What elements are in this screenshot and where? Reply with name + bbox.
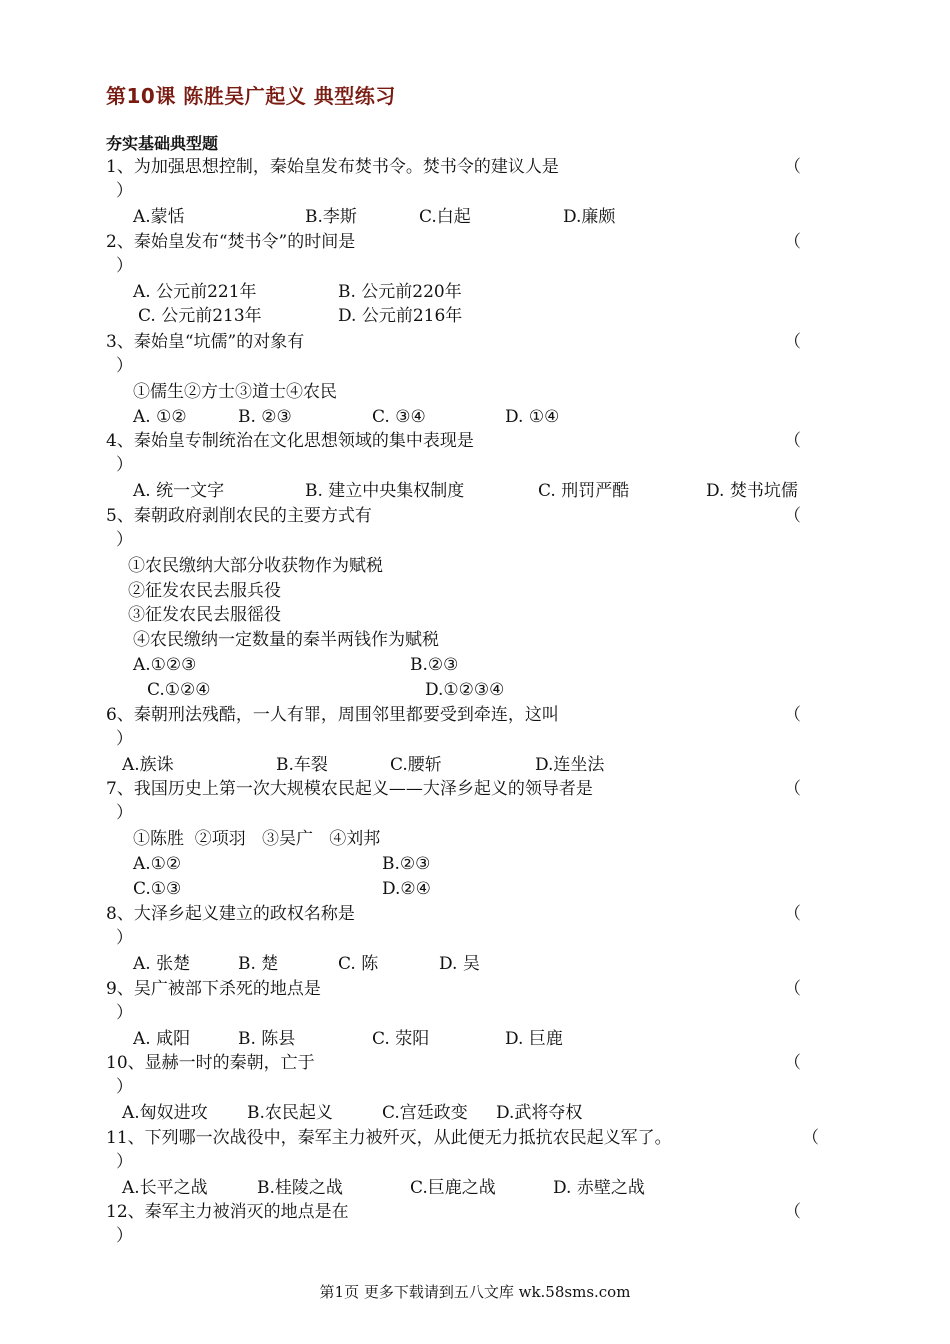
question-11-stem: 11、下列哪一次战役中，秦军主力被歼灭，从此便无力抵抗农民起义军了。: [106, 1128, 672, 1148]
question-6-paren-open: （: [784, 705, 801, 725]
q3-option-d: D. ①④: [505, 407, 560, 427]
question-8-stem: 8、大泽乡起义建立的政权名称是: [106, 904, 355, 924]
q11-option-c: C.巨鹿之战: [410, 1178, 496, 1198]
question-7-paren-open: （: [784, 779, 801, 799]
q4-option-a: A. 统一文字: [133, 481, 225, 501]
q7-option-d: D.②④: [382, 879, 431, 899]
q2-option-d: D. 公元前216年: [338, 306, 463, 326]
document-title: 第10课 陈胜吴广起义 典型练习: [106, 84, 396, 108]
q11-option-b: B.桂陵之战: [257, 1178, 343, 1198]
q8-option-c: C. 陈: [338, 954, 379, 974]
q3-option-a: A. ①②: [133, 407, 187, 427]
q7-option-b: B.②③: [382, 854, 431, 874]
q4-option-d: D. 焚书坑儒: [706, 481, 798, 501]
q10-option-b: B.农民起义: [247, 1103, 333, 1123]
q2-option-a: A. 公元前221年: [133, 282, 257, 302]
question-3-paren-open: （: [784, 332, 801, 352]
q7-option-c: C.①③: [133, 879, 182, 899]
q9-option-a: A. 咸阳: [133, 1029, 191, 1049]
q2-option-b: B. 公元前220年: [338, 282, 462, 302]
question-2-paren-open: （: [784, 232, 801, 252]
question-3-stem: 3、秦始皇“坑儒”的对象有: [106, 332, 305, 352]
question-4-paren-close: ）: [116, 455, 133, 475]
question-10-stem: 10、显赫一时的秦朝，亡于: [106, 1053, 315, 1073]
q6-option-a: A.族诛: [122, 755, 174, 775]
q1-option-a: A.蒙恬: [133, 207, 185, 227]
question-5-stem: 5、秦朝政府剥削农民的主要方式有: [106, 506, 372, 526]
question-1-paren-close: ）: [116, 181, 133, 201]
section-heading: 夯实基础典型题: [106, 134, 219, 153]
question-8-paren-close: ）: [116, 928, 133, 948]
question-7-paren-close: ）: [116, 803, 133, 823]
question-8-paren-open: （: [784, 904, 801, 924]
question-9-stem: 9、吴广被部下杀死的地点是: [106, 979, 321, 999]
q9-option-c: C. 荥阳: [372, 1029, 430, 1049]
q6-option-b: B.车裂: [276, 755, 328, 775]
q3-option-c: C. ③④: [372, 407, 426, 427]
q8-option-b: B. 楚: [238, 954, 279, 974]
q5-option-b: B.②③: [410, 655, 459, 675]
q5-item-4: ④农民缴纳一定数量的秦半两钱作为赋税: [133, 630, 439, 650]
question-10-paren-close: ）: [116, 1077, 133, 1097]
q5-item-2: ②征发农民去服兵役: [128, 581, 281, 601]
q5-item-1: ①农民缴纳大部分收获物作为赋税: [128, 556, 383, 576]
q10-option-c: C.宫廷政变: [382, 1103, 468, 1123]
question-1-paren-open: （: [784, 157, 801, 177]
question-7-stem: 7、我国历史上第一次大规模农民起义——大泽乡起义的领导者是: [106, 779, 593, 799]
question-1-stem: 1、为加强思想控制，秦始皇发布焚书令。焚书令的建议人是: [106, 157, 559, 177]
question-3-paren-close: ）: [116, 356, 133, 376]
q8-option-d: D. 吴: [439, 954, 480, 974]
q1-option-d: D.廉颇: [563, 207, 616, 227]
question-4-stem: 4、秦始皇专制统治在文化思想领域的集中表现是: [106, 431, 474, 451]
q11-option-a: A.长平之战: [122, 1178, 208, 1198]
q1-option-b: B.李斯: [305, 207, 357, 227]
question-9-paren-close: ）: [116, 1003, 133, 1023]
q6-option-c: C.腰斩: [390, 755, 442, 775]
q5-option-d: D.①②③④: [425, 680, 505, 700]
q8-option-a: A. 张楚: [133, 954, 191, 974]
q9-option-b: B. 陈县: [238, 1029, 296, 1049]
q6-option-d: D.连坐法: [535, 755, 605, 775]
q5-option-a: A.①②③: [133, 655, 197, 675]
q10-option-a: A.匈奴进攻: [122, 1103, 208, 1123]
q3-items: ①儒生②方士③道士④农民: [133, 382, 337, 402]
question-5-paren-close: ）: [116, 530, 133, 550]
question-5-paren-open: （: [784, 506, 801, 526]
q7-items: ①陈胜 ②项羽 ③吴广 ④刘邦: [133, 829, 381, 849]
q4-option-c: C. 刑罚严酷: [538, 481, 630, 501]
question-11-paren-close: ）: [116, 1152, 133, 1172]
question-2-paren-close: ）: [116, 256, 133, 276]
question-9-paren-open: （: [784, 979, 801, 999]
page-footer: 第1页 更多下载请到五八文库 wk.58sms.com: [319, 1283, 631, 1301]
q1-option-c: C.白起: [419, 207, 471, 227]
q5-option-c: C.①②④: [147, 680, 211, 700]
question-12-paren-close: ）: [116, 1226, 133, 1246]
question-11-paren-open: （: [802, 1128, 819, 1148]
question-10-paren-open: （: [784, 1053, 801, 1073]
q4-option-b: B. 建立中央集权制度: [305, 481, 465, 501]
q9-option-d: D. 巨鹿: [505, 1029, 563, 1049]
question-4-paren-open: （: [784, 431, 801, 451]
q5-item-3: ③征发农民去服徭役: [128, 605, 281, 625]
question-6-stem: 6、秦朝刑法残酷，一人有罪，周围邻里都要受到牵连，这叫: [106, 705, 559, 725]
q10-option-d: D.武将夺权: [496, 1103, 583, 1123]
q11-option-d: D. 赤壁之战: [553, 1178, 645, 1198]
q3-option-b: B. ②③: [238, 407, 292, 427]
question-12-stem: 12、秦军主力被消灭的地点是在: [106, 1202, 349, 1222]
question-12-paren-open: （: [784, 1202, 801, 1222]
question-6-paren-close: ）: [116, 729, 133, 749]
question-2-stem: 2、秦始皇发布“焚书令”的时间是: [106, 232, 356, 252]
q2-option-c: C. 公元前213年: [138, 306, 262, 326]
q7-option-a: A.①②: [133, 854, 182, 874]
